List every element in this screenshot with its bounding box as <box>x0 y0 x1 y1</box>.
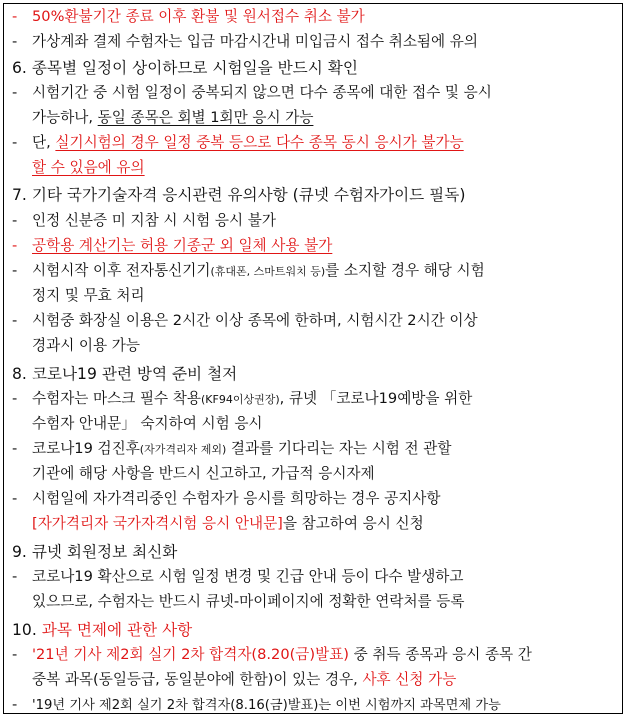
s10-bullet-1b: 중복 과목(동일등급, 동일분야에 한함)이 있는 경우, 사후 신청 가능 <box>32 671 457 688</box>
s6-title: 6. 종목별 일정이 상이하므로 시험일을 반드시 확인 <box>12 59 358 77</box>
s8-bullet-1a: - 수험자는 마스크 필수 착용(KF94이상권장), 큐넷 「코로나19예방을 위한 <box>12 390 473 407</box>
s10-title: 10. 과목 면제에 관한 사항 <box>12 621 193 639</box>
s6-bullet-2a: - 단, 실기시험의 경우 일정 중복 등으로 다수 종목 동시 응시가 불가능 <box>12 134 464 151</box>
s7-bullet-3a: - 시험시작 이후 전자통신기기(휴대폰, 스마트워치 등)를 소지할 경우 해당 시험 <box>12 262 485 279</box>
s9-bullet-1b: 있으므로, 수험자는 반드시 큐넷-마이페이지에 정확한 연락처를 등록 <box>32 593 465 610</box>
notice-frame <box>3 3 623 714</box>
s8-bullet-3b: [자가격리자 국가자격시험 응시 안내문]을 참고하여 응시 신청 <box>32 515 424 532</box>
s6-bullet-2b: 할 수 있음에 유의 <box>32 159 145 176</box>
s7-bullet-4b: 경과시 이용 가능 <box>32 337 140 354</box>
s7-bullet-2: - 공학용 계산기는 허용 기종군 외 일체 사용 불가 <box>12 237 333 254</box>
s9-bullet-1a: - 코로나19 확산으로 시험 일정 변경 및 긴급 안내 등이 다수 발생하고 <box>12 568 464 585</box>
s8-bullet-2a: - 코로나19 검진후(자가격리자 제외) 결과를 기다리는 자는 시험 전 관할 <box>12 440 452 457</box>
s7-bullet-4a: - 시험중 화장실 이용은 2시간 이상 종목에 한하며, 시험시간 2시간 이상 <box>12 312 478 329</box>
s10-bullet-1a: - '21년 기사 제2회 실기 2차 합격자(8.20(금)발표) 중 취득 종목과 응시 종목 간 <box>12 646 532 663</box>
s8-bullet-1b: 수험자 안내문」 숙지하여 시험 응시 <box>32 415 263 432</box>
s6-bullet-1a: - 시험기간 중 시험 일정이 중복되지 않으면 다수 종목에 대한 접수 및 응시 <box>12 84 492 101</box>
s6-bullet-1b: 가능하나, 동일 종목은 회별 1회만 응시 가능 <box>32 109 314 126</box>
s7-bullet-3b: 정지 및 무효 처리 <box>32 287 145 304</box>
s8-title: 8. 코로나19 관련 방역 준비 철저 <box>12 365 238 383</box>
s5-bullet-1: - 50%환불기간 종료 이후 환불 및 원서접수 취소 불가 <box>12 8 365 25</box>
s10-bullet-2: - '19년 기사 제2회 실기 2차 합격자(8.16(금)발표)는 이번 시험까지 과목면제 가능 <box>12 696 501 713</box>
s5-bullet-2: - 가상계좌 결제 수험자는 입금 마감시간내 미입금시 접수 취소됨에 유의 <box>12 33 478 50</box>
s8-bullet-2b: 기관에 해당 사항을 반드시 신고하고, 가급적 응시자제 <box>32 465 375 482</box>
s9-title: 9. 큐넷 회원정보 최신화 <box>12 543 178 561</box>
s7-title: 7. 기타 국가기술자격 응시관련 유의사항 (큐넷 수험자가이드 필독) <box>12 186 466 204</box>
s8-bullet-3a: - 시험일에 자가격리중인 수험자가 응시를 희망하는 경우 공지사항 <box>12 490 441 507</box>
s7-bullet-1: - 인정 신분증 미 지참 시 시험 응시 불가 <box>12 212 276 229</box>
